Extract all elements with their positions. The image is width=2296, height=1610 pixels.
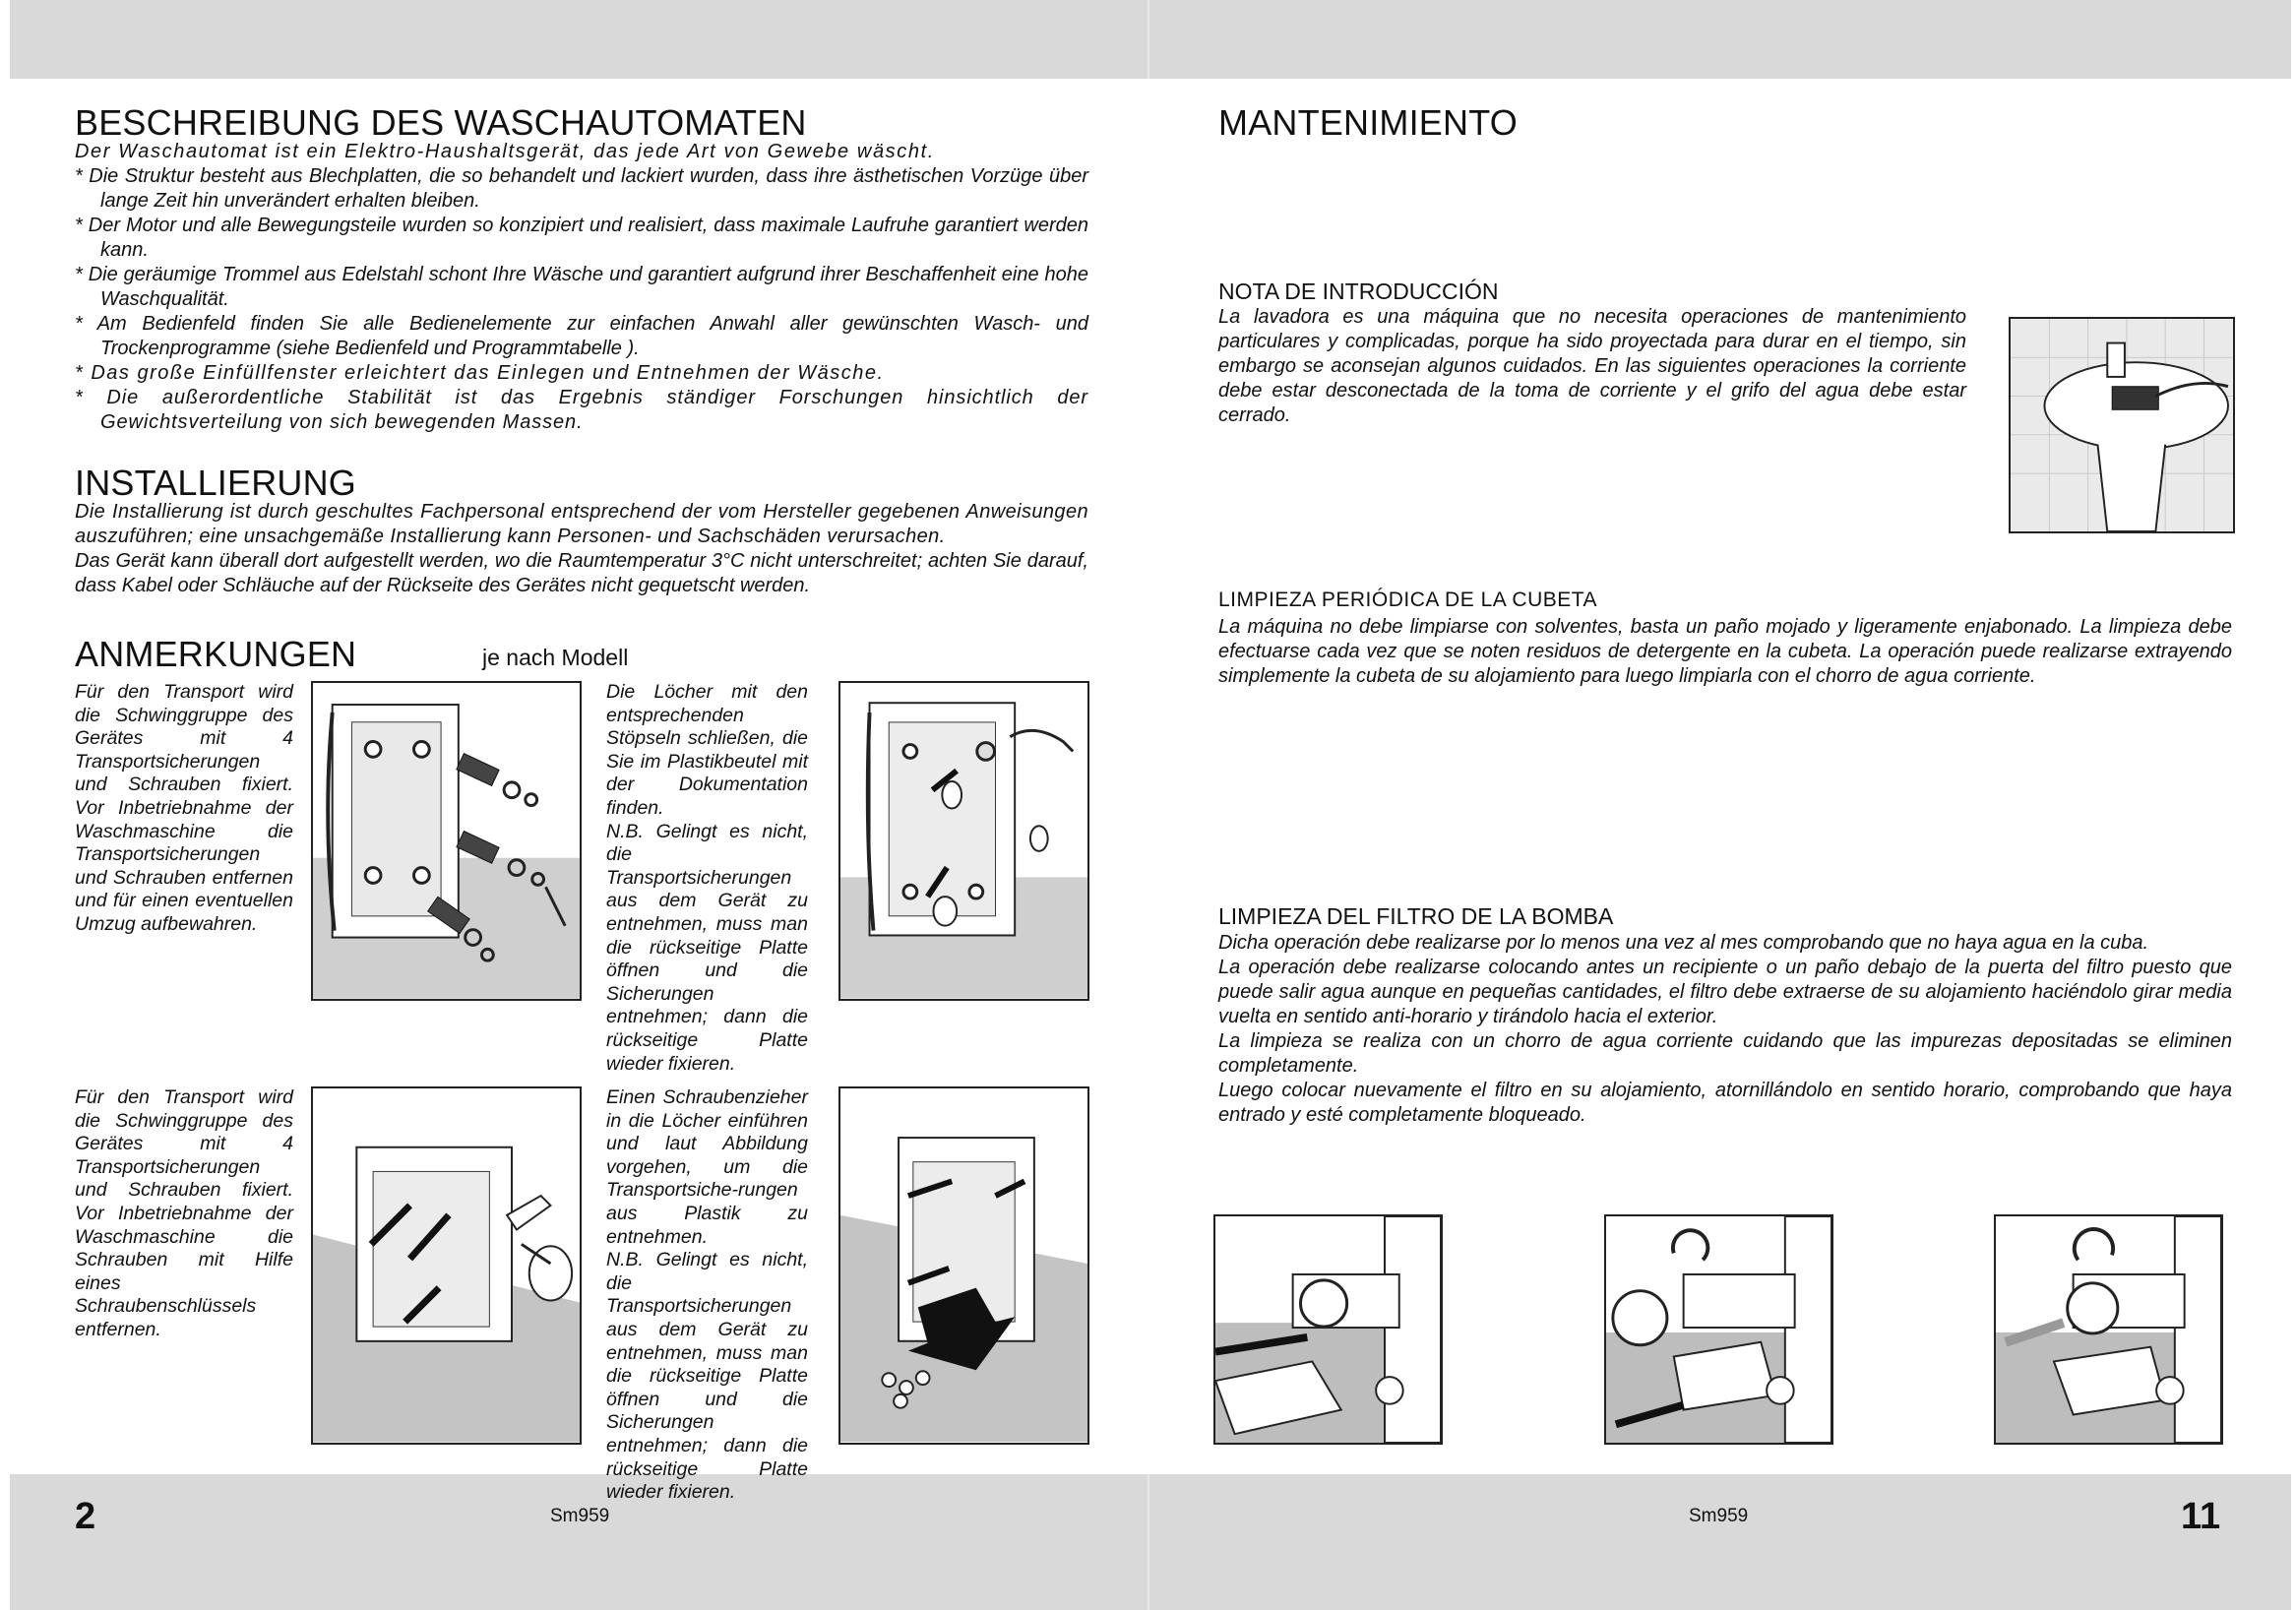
- filtro-paragraph: Luego colocar nuevamente el filtro en su alojamiento, atornillándolo en sentido horario, comprobando que haya entrado y esté completamente bloqueado.: [1218, 1080, 2232, 1126]
- filtro-title: LIMPIEZA DEL FILTRO DE LA BOMBA: [1218, 903, 1614, 929]
- filter-step-1-figure: [1213, 1214, 1443, 1445]
- beschreibung-bullet: * Die Struktur besteht aus Blechplatten, die so behandelt und lackiert wurden, dass ihre ästhetischen Vorzüge über lange Zeit hin unverändert erhalten bleiben.: [75, 165, 1088, 212]
- installierung-para-1: Die Installierung ist durch geschultes Fachpersonal entsprechend der vom Hersteller gegebenen Anweisungen auszuführen; eine unsachgemäße Installierung kann Personen- und Sachschäden verursachen.: [75, 501, 1088, 547]
- filter-step-3-figure: [1994, 1214, 2223, 1445]
- anmerkung-2-screwdriver-text: Einen Schraubenzieher in die Löcher einführen und laut Abbildung vorgehen, um die Transportsiche-rungen aus Plastik zu entnehmen.: [606, 1086, 808, 1248]
- screwdriver-removal-figure: [838, 1086, 1089, 1445]
- cubeta-title: LIMPIEZA PERIÓDICA DE LA CUBETA: [1218, 588, 1598, 611]
- gutter-bottom: [1148, 1474, 1149, 1610]
- left-page-number: 2: [75, 1496, 96, 1537]
- installierung-title: INSTALLIERUNG: [75, 463, 356, 503]
- plug-holes-figure: [838, 681, 1089, 1001]
- nota-text: La lavadora es una máquina que no necesita operaciones de mantenimiento particulares y complicadas, porque ha sido proyectada para durar en el tiempo, sin embargo se aconsejan algunos cuidados. En las siguientes operaciones la corriente debe estar desconectada de la toma de corriente y el grifo del agua debe estar cerrado.: [1218, 306, 1966, 426]
- filtro-paragraph: La operación debe realizarse colocando antes un recipiente o un paño debajo de la puerta del filtro puesto que puede salir agua aunque en pequeñas cantidades, el filtro debe extraerse de su alojamiento haciéndolo girar media vuelta en sentido anti-horario y tirándolo hacia el exterior.: [1218, 957, 2232, 1027]
- anmerkung-1-middle-text: [606, 681, 808, 1076]
- anmerkung-1-left-text: Für den Transport wird die Schwinggruppe des Gerätes mit 4 Transportsicherungen und Schrauben fixiert. Vor Inbetriebnahme der Waschmaschine die Transportsicherungen und Schrauben entfernen und für einen eventuellen Umzug aufbewahren.: [75, 681, 293, 935]
- filter-step-2-figure: [1604, 1214, 1833, 1445]
- footer-band: [10, 1474, 2291, 1610]
- gutter-top: [1148, 0, 1149, 79]
- filtro-text: [1218, 931, 2232, 1128]
- anmerkung-2-middle-text: [606, 1086, 808, 1505]
- installierung-para-2: Das Gerät kann überall dort aufgestellt werden, wo die Raumtemperatur 3°C nicht unterschreitet; achten Sie darauf, dass Kabel oder Schläuche auf der Rückseite des Gerätes nicht gequetscht werden.: [75, 550, 1088, 596]
- filtro-paragraph: Dicha operación debe realizarse por lo menos una vez al mes comprobando que no haya agua en la cuba.: [1218, 932, 2149, 954]
- header-band: [10, 0, 2291, 79]
- filtro-paragraph: La limpieza se realiza con un chorro de agua corriente cuidando que las impurezas depositadas se eliminen completamente.: [1218, 1030, 2232, 1077]
- transport-bolts-figure: [311, 681, 582, 1001]
- left-model-code: Sm959: [550, 1506, 610, 1526]
- beschreibung-bullet: * Am Bedienfeld finden Sie alle Bedienelemente zur einfachen Anwahl aller gewünschten Wasch- und Trockenprogramme (siehe Bedienfeld und Programmtabelle ).: [75, 313, 1088, 359]
- installierung-text: [75, 500, 1088, 598]
- beschreibung-title: BESCHREIBUNG DES WASCHAUTOMATEN: [75, 102, 807, 143]
- beschreibung-bullet: * Der Motor und alle Bewegungsteile wurden so konzipiert und realisiert, dass maximale Laufruhe garantiert werden kann.: [75, 215, 1088, 261]
- anmerkungen-subtitle: je nach Modell: [482, 645, 629, 670]
- anmerkung-2-nb-text: N.B. Gelingt es nicht, die Transportsicherungen aus dem Gerät zu entnehmen, muss man die rückseitige Platte öffnen und die Sicherungen entnehmen; dann die rückseitige Platte wieder fixieren.: [606, 1249, 808, 1504]
- beschreibung-text: [75, 140, 1088, 435]
- beschreibung-intro: Der Waschautomat ist ein Elektro-Haushaltsgerät, das jede Art von Gewebe wäscht.: [75, 141, 935, 162]
- sink-cleaning-figure: [2009, 317, 2235, 533]
- anmerkung-1-stoepsel-text: Die Löcher mit den entsprechenden Stöpseln schließen, die Sie im Plastikbeutel mit der Dokumentation finden.: [606, 681, 808, 819]
- beschreibung-bullet: * Das große Einfüllfenster erleichtert das Einlegen und Entnehmen der Wäsche.: [75, 362, 885, 384]
- nota-title: NOTA DE INTRODUCCIÓN: [1218, 279, 1499, 304]
- anmerkung-2-left-text: Für den Transport wird die Schwinggruppe des Gerätes mit 4 Transportsicherungen und Schrauben fixiert. Vor Inbetriebnahme der Waschmaschine die Schrauben mit Hilfe eines Schraubenschlüssels entfernen.: [75, 1086, 293, 1340]
- right-page-number: 11: [2181, 1496, 2221, 1537]
- mantenimiento-title: MANTENIMIENTO: [1218, 102, 1518, 143]
- beschreibung-bullet: * Die außerordentliche Stabilität ist das Ergebnis ständiger Forschungen hinsichtlich der Gewichtsverteilung von sich bewegenden Massen.: [75, 387, 1088, 433]
- beschreibung-bullet: * Die geräumige Trommel aus Edelstahl schont Ihre Wäsche und garantiert aufgrund ihrer Beschaffenheit eine hohe Waschqualität.: [75, 264, 1088, 310]
- anmerkung-1-nb-text: N.B. Gelingt es nicht, die Transportsicherungen aus dem Gerät zu entnehmen, muss man die rückseitige Platte öffnen und die Sicherungen entnehmen; dann die rückseitige Platte wieder fixieren.: [606, 820, 808, 1075]
- anmerkungen-title: ANMERKUNGEN: [75, 634, 357, 674]
- right-model-code: Sm959: [1689, 1506, 1749, 1526]
- cubeta-text: La máquina no debe limpiarse con solventes, basta un paño mojado y ligeramente enjabonado. La limpieza debe efectuarse cada vez que se noten residuos de detergente en la cubeta. La operación puede realizarse extrayendo simplemente la cubeta de su alojamiento para luego limpiarla con el chorro de agua corriente.: [1218, 616, 2232, 687]
- wrench-removal-figure: [311, 1086, 582, 1445]
